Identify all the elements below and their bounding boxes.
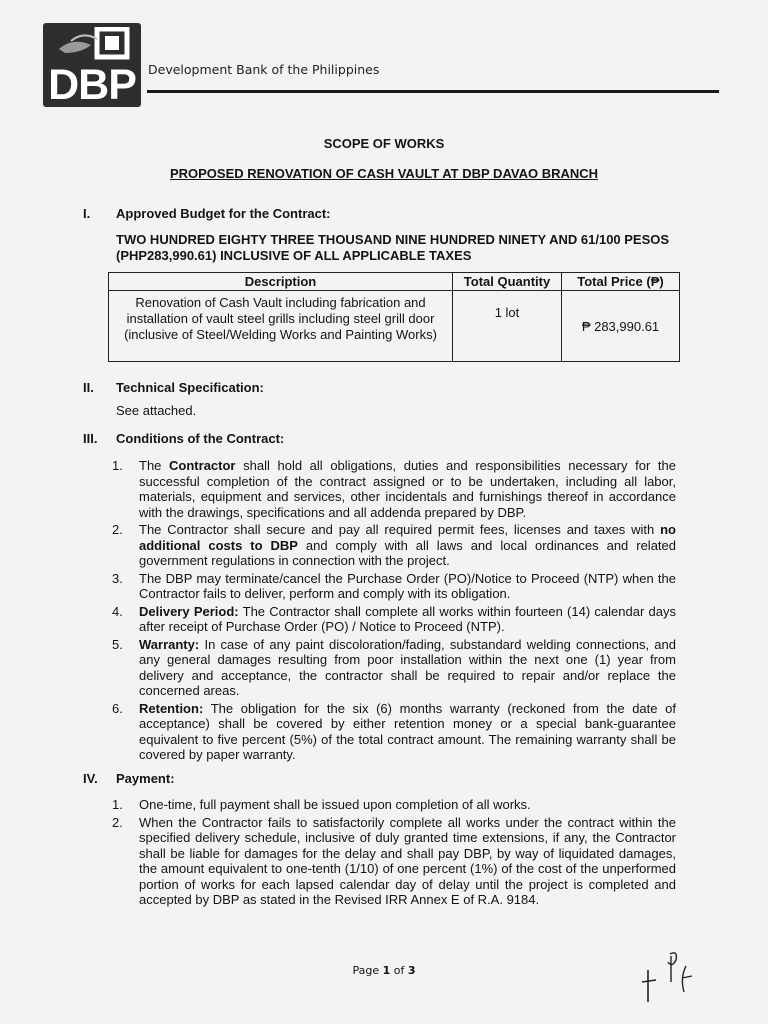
conditions-list	[112, 458, 676, 765]
section-2-heading	[83, 380, 264, 395]
page-title: SCOPE OF WORKS	[323, 136, 445, 151]
table-header-description: Description	[109, 273, 453, 291]
dbp-emblem-icon	[51, 27, 133, 63]
list-item-text-part: and comply with all laws and local ordinances and related government regulations in connection with the project.	[139, 537, 676, 568]
list-item-text-part: shall hold all obligations, duties and responsibilities necessary for the successful completion of the contract assigned or to be undertaken, including all labor, materials, equipment and services, other incidentals and furnishings thereof in accordance with the drawings, specifications and all addenda prepared by DBP.	[139, 458, 676, 520]
list-item-text: One-time, full payment shall be issued upon completion of all works.	[139, 797, 531, 812]
budget-table	[108, 272, 680, 362]
list-item-text	[139, 458, 676, 520]
page-word: Page	[352, 964, 380, 977]
handwritten-initials	[640, 948, 700, 1008]
list-item-bold-term: Retention:	[139, 700, 204, 716]
list-item-text	[139, 637, 676, 699]
section-1-heading	[83, 206, 331, 221]
list-item	[112, 458, 676, 520]
list-item	[112, 571, 676, 602]
list-item-number: 2.	[112, 522, 123, 537]
section-3-number: III.	[83, 431, 98, 446]
list-item-bold-term: Warranty:	[139, 636, 200, 652]
list-item-bold-term: Delivery Period:	[139, 603, 239, 619]
list-item-number: 1.	[112, 797, 123, 812]
of-word: of	[393, 964, 405, 977]
list-item-text-part: The Contractor shall secure and pay all required permit fees, licenses and taxes with	[139, 522, 661, 537]
section-4-heading	[83, 771, 175, 786]
table-header-quantity: Total Quantity	[453, 273, 562, 291]
list-item-number: 3.	[112, 570, 123, 586]
page-total: 3	[407, 964, 416, 977]
list-item-number: 6.	[112, 700, 123, 716]
dbp-logo	[43, 23, 141, 107]
list-item-text-part: The	[139, 458, 170, 473]
section-1-title: Approved Budget for the Contract:	[116, 206, 331, 221]
list-item-number: 4.	[112, 603, 123, 619]
list-item	[112, 637, 676, 699]
table-cell-description: Renovation of Cash Vault including fabrication and installation of vault steel grills including steel grill door (inclusive of Steel/Welding Works and Painting Works)	[109, 291, 453, 362]
section-4-title: Payment:	[116, 771, 175, 786]
page-current: 1	[382, 964, 391, 977]
list-item	[112, 701, 676, 763]
table-header-row	[109, 273, 680, 291]
list-item-text-part: The obligation for the six (6) months warranty (reckoned from the date of acceptance) shall be covered by either retention money or a special bank-guarantee equivalent to five percent (5%) of the total contract amount. The remaining warranty shall be covered by paper warranty.	[139, 700, 676, 762]
list-item-text	[139, 701, 676, 763]
table-header-price: Total Price (₱)	[562, 273, 680, 291]
list-item-text-part: In case of any paint discoloration/fading, substandard welding connections, and any general damages resulting from poor installation within the next one (1) year from delivery and acceptance, the contractor shall be required to repair and/or replace the concerned areas.	[139, 636, 676, 698]
page-subtitle: PROPOSED RENOVATION OF CASH VAULT AT DBP DAVAO BRANCH	[169, 166, 599, 181]
list-item-number: 2.	[112, 814, 123, 830]
payment-list	[112, 797, 676, 910]
list-item-text	[139, 604, 676, 635]
section-2-title: Technical Specification:	[116, 380, 264, 395]
list-item-number: 5.	[112, 636, 123, 652]
list-item-text: When the Contractor fails to satisfactorily complete all works under the contract within the specified delivery schedule, inclusive of duly granted time extensions, if any, the Contractor shall be liable for damages for the delay and shall pay DBP, by way of liquidated damages, the amount equivalent to one-tenth (1/10) of one percent (1%) of the cost of the unperformed portion of works for each lapsed calendar day of delay until the project is completed and accepted by DBP as stated in the Revised IRR Annex E of R.A. 9184.	[139, 814, 676, 907]
section-4-number: IV.	[83, 771, 98, 786]
list-item	[112, 797, 676, 813]
section-3-heading	[83, 431, 284, 446]
section-1-number: I.	[83, 206, 91, 221]
list-item	[112, 815, 676, 908]
table-row	[109, 291, 680, 362]
list-item-text	[139, 522, 676, 569]
list-item-bold-term: no additional costs to DBP	[139, 522, 676, 553]
list-item-number: 1.	[112, 458, 123, 473]
list-item	[112, 604, 676, 635]
logo-text: DBP	[48, 61, 136, 107]
table-cell-quantity: 1 lot	[453, 291, 562, 362]
bank-name: Development Bank of the Philippines	[148, 62, 380, 77]
section-2-number: II.	[83, 380, 94, 395]
list-item-text-part: The DBP may terminate/cancel the Purchase Order (PO)/Notice to Proceed (NTP) when the Contractor fails to deliver, perform and comply with its obligation.	[139, 570, 676, 601]
list-item-bold-term: Contractor	[169, 458, 236, 473]
technical-spec-text: See attached.	[116, 403, 197, 418]
table-cell-price: ₱ 283,990.61	[562, 291, 680, 362]
list-item-text	[139, 571, 676, 602]
list-item-text-part: The Contractor shall complete all works within fourteen (14) calendar days after receipt of Purchase Order (PO) / Notice to Proceed (NTP).	[139, 603, 676, 634]
approved-budget-text: TWO HUNDRED EIGHTY THREE THOUSAND NINE HUNDRED NINETY AND 61/100 PESOS (PHP283,990.61) INCLUSIVE OF ALL APPLICABLE TAXES	[116, 232, 670, 263]
header-divider	[147, 90, 719, 93]
section-3-title: Conditions of the Contract:	[116, 431, 285, 446]
list-item	[112, 522, 676, 569]
